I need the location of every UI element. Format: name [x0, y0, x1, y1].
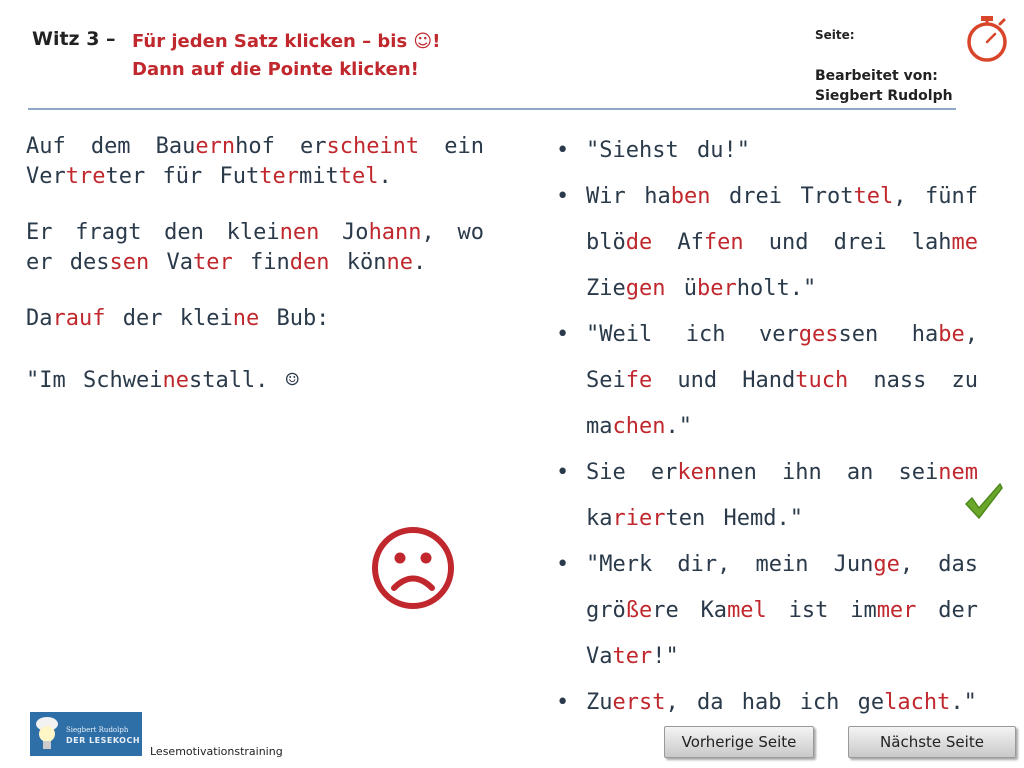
text-segment: und drei lah [743, 230, 952, 255]
text-segment: , Sei [586, 322, 978, 393]
syllable-highlight: rauf [52, 306, 106, 331]
syllable-highlight: nem [938, 460, 978, 485]
text-segment: nass zu ma [586, 368, 978, 439]
text-segment: ü [665, 276, 697, 301]
stopwatch-icon[interactable] [962, 14, 1012, 64]
text-segment: ein Ver [26, 134, 484, 189]
syllable-highlight: sen [109, 250, 150, 275]
lightbulb-chef-logo-icon [34, 716, 60, 752]
syllable-highlight: ern [195, 134, 236, 159]
text-segment: holt." [736, 276, 817, 301]
text-segment: Bub: [259, 306, 330, 331]
syllable-highlight: hann [368, 220, 422, 245]
text-segment: ist im [766, 598, 877, 623]
text-segment: , da hab ich ge [665, 690, 885, 715]
syllable-highlight: ben [670, 184, 711, 209]
syllable-highlight: gen [625, 276, 666, 301]
text-segment: ." [665, 414, 692, 439]
syllable-highlight: tel [853, 184, 894, 209]
answer-option-6[interactable] [552, 680, 978, 726]
syllable-highlight: mel [727, 598, 767, 623]
logo-brand: DER LESEKOCH [66, 736, 141, 745]
checkmark-icon [964, 482, 1004, 520]
answer-option-1[interactable] [552, 128, 978, 174]
syllable-highlight: rier [612, 506, 666, 531]
training-label: Lesemotivationstraining [150, 745, 283, 758]
text-segment: Sie er [586, 460, 678, 485]
syllable-highlight: ges [798, 322, 839, 347]
syllable-highlight: lacht [884, 690, 951, 715]
text-segment: nen ihn an sei [717, 460, 939, 485]
text-segment: hof er [235, 134, 327, 159]
text-segment: fin [232, 250, 290, 275]
text-segment: "Siehst du!" [586, 138, 750, 163]
syllable-highlight: tuch [795, 368, 849, 393]
answer-option-3[interactable] [552, 312, 978, 450]
lesekoch-logo [30, 712, 142, 756]
syllable-highlight: ge [873, 552, 900, 577]
instruction-line-2: Dann auf die Pointe klicken! [132, 59, 419, 80]
syllable-highlight: me [951, 230, 978, 255]
syllable-highlight: tel [338, 164, 379, 189]
header-divider [28, 108, 956, 110]
text-segment: stall. ☺ [188, 368, 299, 393]
syllable-highlight: ter [612, 644, 653, 669]
text-segment: sen ha [838, 322, 939, 347]
syllable-highlight: ße [625, 598, 653, 623]
syllable-highlight: ne [162, 368, 189, 393]
story-sentence-3[interactable] [26, 304, 484, 334]
syllable-highlight: ter [259, 164, 299, 189]
story-sentence-2[interactable] [26, 218, 484, 278]
text-segment: Zu [586, 690, 613, 715]
syllable-highlight: erst [612, 690, 666, 715]
story-sentence-4[interactable] [26, 366, 484, 396]
answer-option-5[interactable] [552, 542, 978, 680]
text-segment: Jo [319, 220, 369, 245]
syllable-highlight: chen [612, 414, 666, 439]
text-segment: ka [586, 506, 613, 531]
text-segment: !" [652, 644, 679, 669]
text-segment: Er fragt den klei [26, 220, 280, 245]
syllable-highlight: den [289, 250, 330, 275]
text-segment: , das grö [586, 552, 978, 623]
text-segment: Zie [586, 276, 626, 301]
text-segment: , wo er des [26, 220, 484, 275]
syllable-highlight: de [625, 230, 653, 255]
syllable-highlight: fe [625, 368, 653, 393]
syllable-highlight: be [938, 322, 965, 347]
punchline-options [552, 128, 978, 726]
answer-list [552, 128, 978, 726]
syllable-highlight: ter [192, 250, 233, 275]
text-segment: und Hand [652, 368, 796, 393]
syllable-highlight: mer [876, 598, 917, 623]
syllable-highlight: ber [697, 276, 737, 301]
text-segment: Va [149, 250, 193, 275]
sad-face-icon [370, 525, 456, 611]
syllable-highlight: fen [703, 230, 744, 255]
page-label: Seite: [815, 28, 855, 42]
syllable-highlight: scheint [326, 134, 420, 159]
text-segment: , fünf blö [586, 184, 978, 255]
instructions [132, 28, 440, 84]
text-segment: ten Hemd." [665, 506, 803, 531]
text-segment: der Va [586, 598, 978, 669]
text-segment: . [412, 250, 427, 275]
logo-author: Siegbert Rudolph [66, 726, 129, 734]
text-segment: kön [329, 250, 387, 275]
edited-by-label: Bearbeitet von: [815, 68, 938, 84]
syllable-highlight: nen [279, 220, 320, 245]
syllable-highlight: ken [677, 460, 718, 485]
next-page-button[interactable]: Nächste Seite [848, 726, 1016, 758]
text-segment: Auf dem Bau [26, 134, 196, 159]
previous-page-button[interactable]: Vorherige Seite [664, 726, 814, 758]
text-segment: der klei [105, 306, 233, 331]
text-segment: ." [950, 690, 977, 715]
syllable-highlight: ne [386, 250, 413, 275]
text-segment: "Merk dir, mein Jun [586, 552, 874, 577]
joke-number-label: Witz 3 – [32, 28, 116, 50]
text-segment: Af [652, 230, 704, 255]
text-segment: Wir ha [586, 184, 671, 209]
text-segment: . [378, 164, 392, 189]
text-segment: "Im Schwei [26, 368, 163, 393]
text-segment: Da [26, 306, 53, 331]
text-segment: drei Trot [710, 184, 854, 209]
author-name: Siegbert Rudolph [815, 88, 953, 104]
text-segment: "Weil ich ver [586, 322, 799, 347]
text-segment: ter für Fut [105, 164, 260, 189]
edited-by [815, 66, 953, 106]
instruction-line-1: Für jeden Satz klicken – bis ☺! [132, 31, 441, 52]
text-segment: re Ka [652, 598, 728, 623]
syllable-highlight: ne [232, 306, 260, 331]
text-segment: mit [298, 164, 339, 189]
answer-option-4[interactable] [552, 450, 978, 542]
syllable-highlight: tre [65, 164, 106, 189]
answer-option-2[interactable] [552, 174, 978, 312]
story-sentence-1[interactable] [26, 132, 484, 192]
